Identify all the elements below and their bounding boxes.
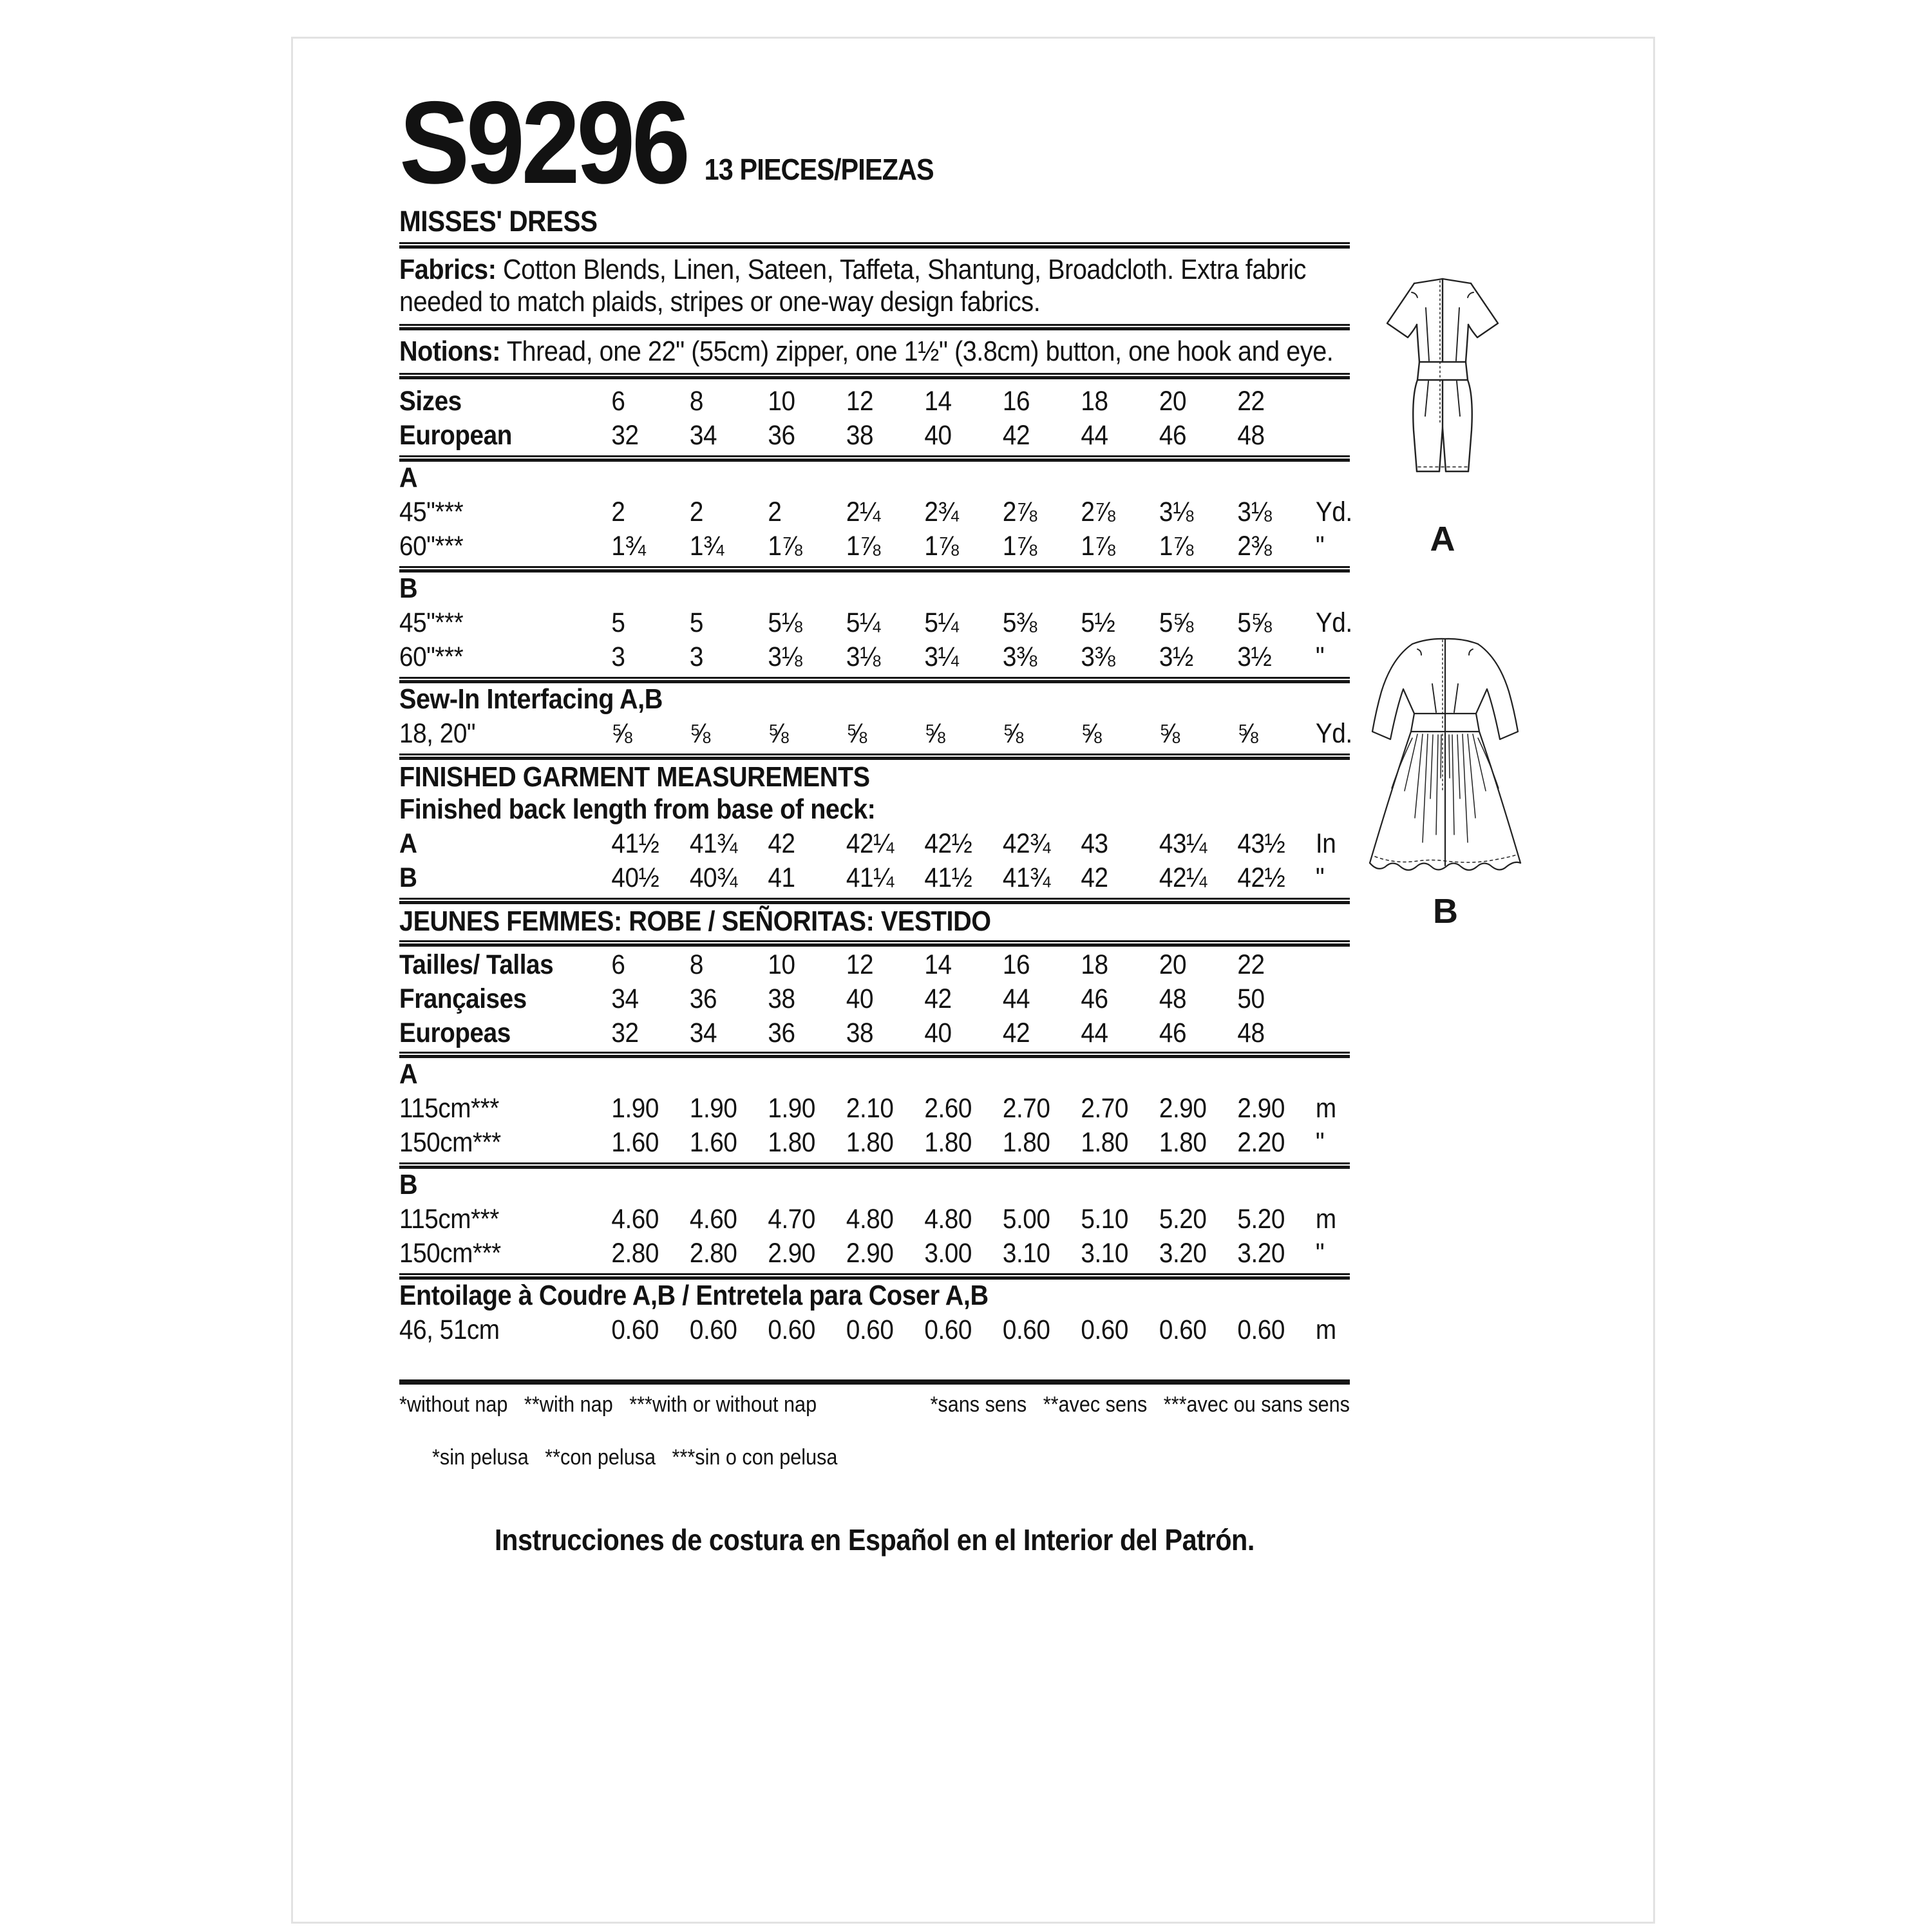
divider (399, 1162, 1350, 1169)
row-unit: " (1315, 862, 1325, 894)
row-value: ⅝ (1081, 718, 1102, 750)
view-b-label: B (1433, 892, 1458, 931)
europeas-row (399, 1015, 1350, 1049)
divider (399, 677, 1350, 683)
row-unit: " (1315, 641, 1325, 673)
row-value: ⅝ (1002, 718, 1023, 750)
row-value: 41 (768, 862, 795, 894)
row-value: 3 (611, 641, 625, 673)
finished-back-length-subtitle: Finished back length from base of neck: (399, 793, 876, 826)
metric-a-115-row (399, 1090, 1350, 1124)
row-value: 3¼ (924, 641, 959, 673)
row-value: 5.10 (1081, 1204, 1128, 1235)
view-b-header: B (399, 573, 418, 605)
row-value: 44 (1081, 1018, 1108, 1049)
row-value: 0.60 (1159, 1314, 1207, 1346)
row-value: 2.90 (768, 1238, 815, 1269)
row-value: 3⅛ (846, 641, 880, 673)
spanish-instructions-note: Instrucciones de costura en Español en el Interior del Patrón. (495, 1523, 1255, 1557)
row-value: 5⅝ (1159, 607, 1193, 639)
row-value: 1.90 (768, 1093, 815, 1124)
row-value: 42¼ (1159, 862, 1207, 894)
row-value: 3 (689, 641, 703, 673)
divider (399, 566, 1350, 573)
row-value: 38 (846, 420, 874, 451)
divider (399, 324, 1350, 330)
garment-title: MISSES' DRESS (399, 205, 598, 238)
divider (399, 1052, 1350, 1058)
row-value: 1.90 (611, 1093, 659, 1124)
row-value: 32 (611, 420, 639, 451)
row-value: 3⅛ (1237, 497, 1272, 528)
row-value: 1⅞ (768, 531, 802, 562)
row-value: 46 (1159, 420, 1187, 451)
row-unit: " (1315, 1127, 1325, 1159)
divider (399, 242, 1350, 249)
divider (399, 455, 1350, 462)
row-value: ⅝ (1159, 718, 1180, 750)
row-value: 5 (611, 607, 625, 639)
row-value: 2.90 (1237, 1093, 1285, 1124)
row-value: 4.80 (846, 1204, 894, 1235)
row-value: 1.60 (689, 1127, 737, 1159)
row-value: 2 (689, 497, 703, 528)
entoilage-header: Entoilage à Coudre A,B / Entretela para Coser A,B (399, 1280, 989, 1312)
row-value: 48 (1159, 983, 1187, 1015)
divider (399, 898, 1350, 904)
footnote-divider (399, 1379, 1350, 1385)
row-value: 2.80 (689, 1238, 737, 1269)
row-value: 1.80 (1002, 1127, 1050, 1159)
row-value: 12 (846, 386, 874, 417)
row-value: 40 (924, 420, 952, 451)
european-sizes-row (399, 417, 1350, 451)
row-value: 1¾ (689, 531, 724, 562)
row-value: ⅝ (1237, 718, 1258, 750)
row-label: 60"*** (399, 531, 464, 562)
pattern-envelope-page (291, 37, 1655, 1924)
row-value: 2.70 (1002, 1093, 1050, 1124)
row-value: 1.90 (689, 1093, 737, 1124)
row-value: 2⅞ (1002, 497, 1037, 528)
row-value: 14 (924, 949, 952, 981)
row-value: 3.00 (924, 1238, 972, 1269)
row-value: 2.60 (924, 1093, 972, 1124)
row-value: 16 (1002, 949, 1030, 981)
row-value: 48 (1237, 1018, 1265, 1049)
footnote-french: *sans sens **avec sens ***avec ou sans sens (930, 1392, 1350, 1417)
row-value: 18 (1081, 949, 1108, 981)
row-value: 14 (924, 386, 952, 417)
view-a-60-row (399, 528, 1350, 562)
row-label: 150cm*** (399, 1127, 501, 1159)
row-value: 2 (611, 497, 625, 528)
row-label: 150cm*** (399, 1238, 501, 1269)
row-value: 43 (1081, 828, 1108, 860)
row-value: 16 (1002, 386, 1030, 417)
notions-text: Thread, one 22" (55cm) zipper, one 1½" (3.8cm) button, one hook and eye. (506, 336, 1334, 368)
row-value: 42½ (1237, 862, 1285, 894)
entoilage-row (399, 1312, 1350, 1346)
row-value: 0.60 (689, 1314, 737, 1346)
row-value: 1.80 (1159, 1127, 1207, 1159)
view-a-45-row (399, 494, 1350, 528)
row-label: 115cm*** (399, 1204, 499, 1235)
row-value: 1.80 (768, 1127, 815, 1159)
row-unit: " (1315, 531, 1325, 562)
divider (399, 373, 1350, 379)
row-value: 3⅛ (768, 641, 802, 673)
notions-label: Notions: (399, 336, 500, 368)
row-unit: m (1315, 1204, 1336, 1235)
pattern-number: S9296 (399, 77, 687, 209)
row-value: 5½ (1081, 607, 1115, 639)
row-value: 2.80 (611, 1238, 659, 1269)
row-value: 1⅞ (924, 531, 959, 562)
divider (399, 940, 1350, 947)
interfacing-header: Sew-In Interfacing A,B (399, 683, 663, 715)
metric-b-115-row (399, 1201, 1350, 1235)
sizes-row (399, 383, 1350, 417)
metric-view-b-header: B (399, 1169, 418, 1201)
view-b-45-row (399, 605, 1350, 639)
row-value: ⅝ (924, 718, 945, 750)
row-value: 8 (689, 386, 703, 417)
row-unit: m (1315, 1314, 1336, 1346)
row-value: 1⅞ (846, 531, 880, 562)
row-value: 4.80 (924, 1204, 972, 1235)
row-value: 34 (611, 983, 639, 1015)
row-value: 5¼ (846, 607, 880, 639)
row-value: 18 (1081, 386, 1108, 417)
row-value: 5¼ (924, 607, 959, 639)
fabrics-paragraph (399, 254, 1350, 317)
row-value: 5 (689, 607, 703, 639)
row-value: 6 (611, 386, 625, 417)
row-value: 44 (1081, 420, 1108, 451)
row-value: 8 (689, 949, 703, 981)
row-value: 1.60 (611, 1127, 659, 1159)
row-value: 4.70 (768, 1204, 815, 1235)
row-value: 0.60 (1081, 1314, 1128, 1346)
row-value: 38 (846, 1018, 874, 1049)
row-value: 36 (689, 983, 717, 1015)
row-value: ⅝ (689, 718, 710, 750)
row-value: 6 (611, 949, 625, 981)
divider (399, 1273, 1350, 1280)
row-label: 45"*** (399, 607, 464, 639)
row-value: 3.20 (1237, 1238, 1285, 1269)
row-value: 12 (846, 949, 874, 981)
row-value: 42½ (924, 828, 972, 860)
row-value: 0.60 (611, 1314, 659, 1346)
row-value: 2.10 (846, 1093, 894, 1124)
row-value: 1.80 (1081, 1127, 1128, 1159)
row-value: 0.60 (1002, 1314, 1050, 1346)
row-value: ⅝ (768, 718, 789, 750)
row-value: 36 (768, 1018, 795, 1049)
row-value: 4.60 (689, 1204, 737, 1235)
row-label: B (399, 862, 417, 894)
row-label: 18, 20" (399, 718, 476, 750)
row-label: A (399, 828, 417, 860)
row-label: Sizes (399, 386, 462, 417)
footnotes-line-2 (399, 1420, 1350, 1495)
row-value: 3.10 (1081, 1238, 1128, 1269)
row-value: 41½ (924, 862, 972, 894)
row-label: Europeas (399, 1018, 511, 1049)
pieces-count: 13 PIECES/PIEZAS (704, 153, 934, 186)
row-value: 44 (1002, 983, 1030, 1015)
row-value: 43½ (1237, 828, 1285, 860)
row-label: Françaises (399, 983, 527, 1015)
row-value: 42¾ (1002, 828, 1050, 860)
row-label: Tailles/ Tallas (399, 949, 554, 981)
row-label: European (399, 420, 512, 451)
row-value: 40 (846, 983, 874, 1015)
footnotes-line-1 (399, 1392, 1350, 1417)
tailles-row (399, 947, 1350, 981)
row-value: 3⅛ (1159, 497, 1193, 528)
view-a-header: A (399, 462, 418, 494)
row-value: 1¾ (611, 531, 646, 562)
row-value: 1.80 (846, 1127, 894, 1159)
row-value: 46 (1159, 1018, 1187, 1049)
row-value: 1⅞ (1002, 531, 1037, 562)
row-value: 43¼ (1159, 828, 1207, 860)
finished-b-row (399, 860, 1350, 894)
metric-b-150-row (399, 1235, 1350, 1269)
footnote-spanish: *sin pelusa **con pelusa ***sin o con pelusa (432, 1445, 838, 1470)
row-value: 3½ (1237, 641, 1272, 673)
row-value: 41¾ (689, 828, 737, 860)
view-a-figure (1372, 268, 1513, 559)
row-label: 46, 51cm (399, 1314, 500, 1346)
row-value: 40¾ (689, 862, 737, 894)
row-value: 1⅞ (1081, 531, 1115, 562)
row-value: 2¼ (846, 497, 880, 528)
row-value: 1⅞ (1159, 531, 1193, 562)
row-value: 5.20 (1159, 1204, 1207, 1235)
metric-section-title: JEUNES FEMMES: ROBE / SEÑORITAS: VESTIDO (399, 905, 991, 938)
row-unit: In (1315, 828, 1336, 860)
row-value: ⅝ (846, 718, 867, 750)
row-value: 36 (768, 420, 795, 451)
view-b-60-row (399, 639, 1350, 673)
finished-measurements-title: FINISHED GARMENT MEASUREMENTS (399, 761, 870, 793)
row-value: 3½ (1159, 641, 1193, 673)
row-value: 5⅛ (768, 607, 802, 639)
row-value: 42 (1081, 862, 1108, 894)
row-value: 2⅞ (1081, 497, 1115, 528)
interfacing-row (399, 715, 1350, 750)
row-value: 2.90 (846, 1238, 894, 1269)
fabrics-label: Fabrics: (399, 254, 497, 285)
row-value: 42 (1002, 420, 1030, 451)
row-value: 5.20 (1237, 1204, 1285, 1235)
dress-b-illustration (1350, 630, 1540, 875)
row-unit: Yd. (1315, 718, 1352, 750)
row-value: 10 (768, 949, 795, 981)
header (399, 77, 1350, 209)
row-value: 5.00 (1002, 1204, 1050, 1235)
row-value: 22 (1237, 949, 1265, 981)
row-value: 0.60 (924, 1314, 972, 1346)
row-value: 46 (1081, 983, 1108, 1015)
row-value: 3.20 (1159, 1238, 1207, 1269)
row-value: 20 (1159, 949, 1187, 981)
row-value: 10 (768, 386, 795, 417)
row-value: 48 (1237, 420, 1265, 451)
row-value: 5⅜ (1002, 607, 1037, 639)
row-value: 5⅝ (1237, 607, 1272, 639)
row-unit: m (1315, 1093, 1336, 1124)
row-value: 3⅜ (1002, 641, 1037, 673)
row-value: 2.90 (1159, 1093, 1207, 1124)
row-value: 32 (611, 1018, 639, 1049)
row-value: 41¼ (846, 862, 894, 894)
row-value: 34 (689, 420, 717, 451)
row-label: 60"*** (399, 641, 464, 673)
row-value: 42 (1002, 1018, 1030, 1049)
row-value: 42¼ (846, 828, 894, 860)
row-value: 20 (1159, 386, 1187, 417)
row-value: 38 (768, 983, 795, 1015)
notions-paragraph (399, 336, 1350, 368)
row-value: 4.60 (611, 1204, 659, 1235)
row-value: 1.80 (924, 1127, 972, 1159)
row-value: 3⅜ (1081, 641, 1115, 673)
row-value: 2⅜ (1237, 531, 1272, 562)
row-value: 50 (1237, 983, 1265, 1015)
row-value: 22 (1237, 386, 1265, 417)
row-value: 2 (768, 497, 782, 528)
row-value: 40 (924, 1018, 952, 1049)
row-label: 45"*** (399, 497, 464, 528)
row-value: 40½ (611, 862, 659, 894)
row-value: 3.10 (1002, 1238, 1050, 1269)
row-value: 42 (768, 828, 795, 860)
row-unit: Yd. (1315, 497, 1352, 528)
row-value: 0.60 (768, 1314, 815, 1346)
fabrics-text: Cotton Blends, Linen, Sateen, Taffeta, Shantung, Broadcloth. Extra fabric needed to match plaids, stripes or one-way design fabrics. (399, 254, 1306, 317)
row-value: 0.60 (846, 1314, 894, 1346)
row-value: 42 (924, 983, 952, 1015)
view-b-figure (1350, 630, 1540, 931)
row-unit: Yd. (1315, 607, 1352, 639)
row-value: 2.20 (1237, 1127, 1285, 1159)
row-value: 34 (689, 1018, 717, 1049)
row-value: 2.70 (1081, 1093, 1128, 1124)
view-a-label: A (1430, 520, 1455, 558)
row-value: 2¾ (924, 497, 959, 528)
metric-view-a-header: A (399, 1058, 418, 1090)
row-value: 41¾ (1002, 862, 1050, 894)
row-value: 41½ (611, 828, 659, 860)
finished-a-row (399, 826, 1350, 860)
francaises-row (399, 981, 1350, 1015)
row-value: 0.60 (1237, 1314, 1285, 1346)
row-unit: " (1315, 1238, 1325, 1269)
row-value: ⅝ (611, 718, 632, 750)
main-column (399, 39, 1350, 1557)
footnote-english: *without nap **with nap ***with or without nap (399, 1392, 817, 1417)
row-label: 115cm*** (399, 1093, 499, 1124)
metric-a-150-row (399, 1124, 1350, 1159)
dress-a-illustration (1372, 268, 1513, 493)
divider (399, 753, 1350, 760)
